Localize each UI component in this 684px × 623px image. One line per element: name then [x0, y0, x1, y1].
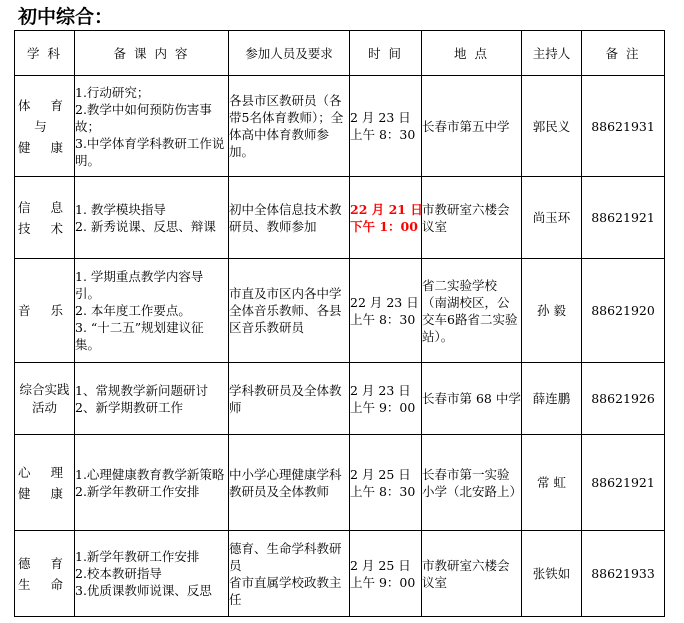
header-host: 主持人	[522, 31, 582, 76]
content-cell	[75, 435, 229, 531]
subject-line: 体 育	[18, 97, 71, 113]
time-cell	[350, 177, 422, 259]
table-row	[15, 435, 665, 531]
content-item: 1. 学期重点教学内容导引。	[75, 269, 204, 301]
content-item: 2.教学中如何预防伤害事故；	[75, 101, 212, 134]
time-line: 2 月 25 日	[350, 466, 411, 482]
content-item: 1.行动研究；	[75, 84, 150, 100]
subject-line: 音 乐	[18, 303, 71, 318]
content-cell	[75, 531, 229, 617]
table-row	[15, 531, 665, 617]
host-cell: 薛连鹏	[522, 363, 582, 435]
subject-cell	[15, 76, 75, 177]
content-item: 2.新学年教研工作安排	[75, 483, 200, 499]
content-cell	[75, 363, 229, 435]
subject-line: 生 命	[18, 576, 71, 592]
time-line: 下午 1：00	[350, 218, 418, 234]
people-cell: 初中全体信息技术教研员、教师参加	[229, 177, 350, 259]
content-cell	[75, 177, 229, 259]
people-cell: 德育、生命学科教研员 省市直属学校政教主任	[229, 531, 350, 617]
host-cell: 孙 毅	[522, 259, 582, 363]
place-cell: 长春市第五中学	[422, 76, 522, 177]
note-cell: 88621921	[582, 435, 665, 531]
header-place: 地 点	[422, 31, 522, 76]
host-cell: 郭民义	[522, 76, 582, 177]
time-line: 2 月 23 日	[350, 110, 411, 125]
header-people: 参加人员及要求	[229, 31, 350, 76]
subject-line: 心 理	[18, 464, 71, 480]
content-item: 3.优质课教师说课、反思	[75, 583, 212, 598]
subject-cell	[15, 259, 75, 363]
table-row	[15, 177, 665, 259]
note-cell: 88621933	[582, 531, 665, 617]
time-line: 上午 8：30	[350, 127, 416, 142]
place-cell: 省二实验学校（南湖校区，公交车6路省二实验站）。	[422, 259, 522, 363]
content-item: 2. 新秀说课、反思、辩课	[75, 218, 216, 234]
content-item: 3. “十二五”规划建议征集。	[75, 320, 204, 352]
header-subject: 学 科	[15, 31, 75, 76]
time-line: 上午 8：30	[350, 483, 416, 499]
time-line: 2 月 25 日	[350, 557, 411, 573]
content-item: 1. 教学模块指导	[75, 201, 166, 217]
subject-cell	[15, 531, 75, 617]
note-cell: 88621931	[582, 76, 665, 177]
place-cell: 市教研室六楼会议室	[422, 531, 522, 617]
table-row	[15, 363, 665, 435]
subject-cell	[15, 363, 75, 435]
people-cell: 中小学心理健康学科教研员及全体教师	[229, 435, 350, 531]
content-item: 2. 本年度工作要点。	[75, 303, 191, 318]
content-cell	[75, 259, 229, 363]
time-line: 上午 8：30	[350, 311, 416, 327]
content-item: 3.中学体育学科教研工作说明。	[75, 135, 225, 168]
content-item: 1、常规教学新问题研讨	[75, 382, 208, 398]
place-cell: 长春市第 68 中学	[422, 363, 522, 435]
subject-line: 健 康	[18, 485, 71, 501]
content-item: 1.新学年教研工作安排	[75, 549, 200, 564]
note-cell: 88621920	[582, 259, 665, 363]
table-row	[15, 76, 665, 177]
subject-cell	[15, 435, 75, 531]
note-cell: 88621926	[582, 363, 665, 435]
subject-line: 健 康	[18, 139, 71, 155]
subject-line: 技 术	[18, 220, 71, 236]
content-item: 2.校本教研指导	[75, 566, 162, 581]
schedule-table	[14, 30, 665, 617]
people-cell: 各县市区教研员（各带5名体育教师）；全体高中体育教师参加。	[229, 76, 350, 177]
content-cell	[75, 76, 229, 177]
place-cell: 市教研室六楼会议室	[422, 177, 522, 259]
time-line: 22 月 21 日	[350, 201, 423, 217]
table-row	[15, 259, 665, 363]
header-content: 备 课 内 容	[75, 31, 229, 76]
subject-line: 与	[34, 118, 55, 134]
content-item: 2、新学期教研工作	[75, 399, 183, 415]
header-time: 时 间	[350, 31, 422, 76]
header-note: 备 注	[582, 31, 665, 76]
host-cell: 尚玉环	[522, 177, 582, 259]
place-cell: 长春市第一实验小学（北安路上）	[422, 435, 522, 531]
header-row	[15, 31, 665, 76]
time-cell	[350, 531, 422, 617]
note-cell: 88621921	[582, 177, 665, 259]
people-cell: 市直及市区内各中学全体音乐教师、各县区音乐教研员	[229, 259, 350, 363]
time-cell	[350, 435, 422, 531]
people-cell: 学科教研员及全体教师	[229, 363, 350, 435]
time-cell	[350, 259, 422, 363]
time-line: 22 月 23 日	[350, 294, 419, 310]
host-cell: 张铁如	[522, 531, 582, 617]
time-cell	[350, 363, 422, 435]
subject-line: 德 育	[18, 555, 71, 571]
subject-line: 综合实践	[19, 381, 70, 397]
host-cell: 常 虹	[522, 435, 582, 531]
time-line: 上午 9：00	[350, 399, 416, 415]
time-cell	[350, 76, 422, 177]
subject-cell	[15, 177, 75, 259]
subject-line: 活动	[31, 399, 57, 415]
section-title: 初中综合：	[18, 6, 114, 28]
time-line: 2 月 23 日	[350, 382, 411, 398]
content-item: 1.心理健康教育教学新策略	[75, 466, 225, 482]
subject-line: 信 息	[18, 199, 71, 215]
time-line: 上午 9：00	[350, 574, 416, 590]
